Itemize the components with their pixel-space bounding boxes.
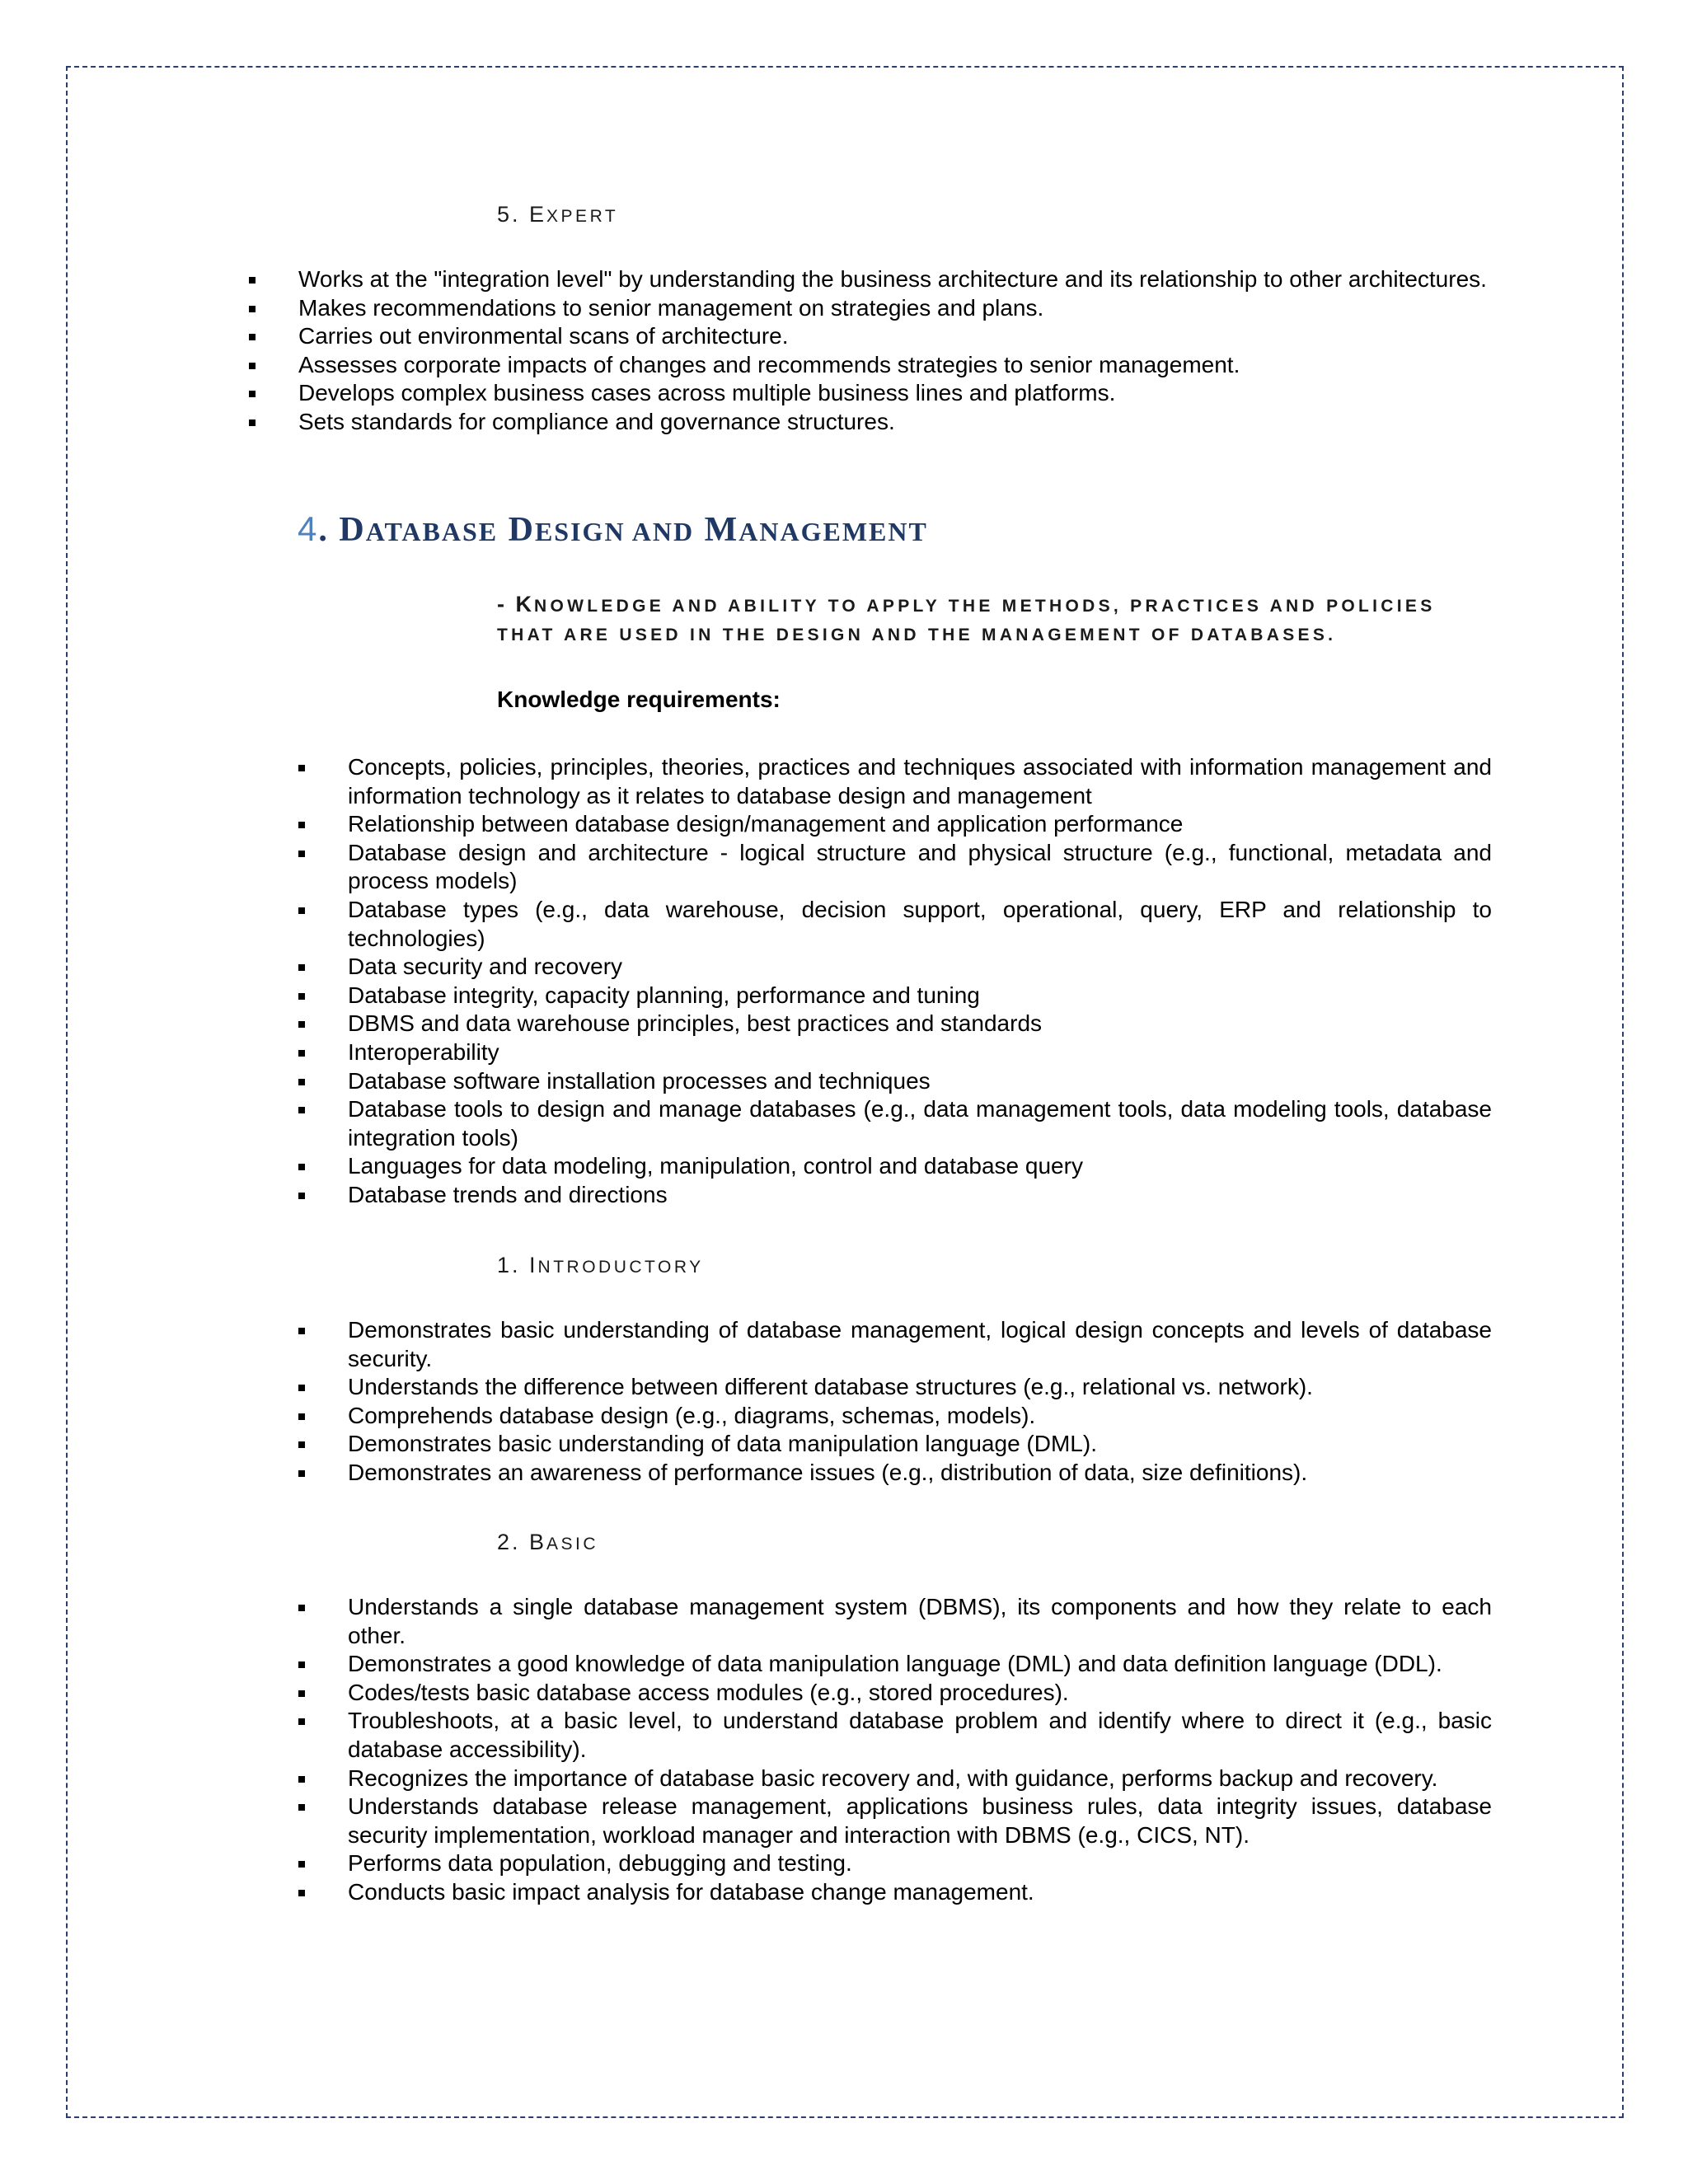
section-title-cap-1: D [339,511,366,549]
list-item-text: Understands the difference between different database structures (e.g., relational vs. network). [348,1374,1313,1400]
list-item-text: Carries out environmental scans of architecture. [298,323,789,349]
square-bullet-icon [298,907,305,914]
list-item [298,1679,1492,1708]
section-number: 4 [298,509,319,548]
square-bullet-icon [249,306,256,312]
square-bullet-icon [298,1079,305,1085]
list-item [298,839,1492,896]
list-item [298,1593,1492,1650]
section-title-cap-3: M [704,511,739,549]
list-item [298,1402,1492,1431]
list-item [249,379,1492,408]
list-item-text: Performs data population, debugging and testing. [348,1850,852,1877]
basic-heading-number: 2. [497,1530,530,1554]
square-bullet-icon [298,1164,305,1170]
square-bullet-icon [298,1385,305,1391]
list-item [249,294,1492,323]
list-item-text: Assesses corporate impacts of changes and recommends strategies to senior management. [298,351,1240,377]
list-item [298,1793,1492,1849]
square-bullet-icon [298,1107,305,1113]
list-item-text: Database tools to design and manage databases (e.g., data management tools, data modeling tools, database integration tools) [348,1096,1492,1151]
list-item-text: Database types (e.g., data warehouse, decision support, operational, query, ERP and relationship to technologies) [348,896,1492,951]
square-bullet-icon [298,964,305,971]
square-bullet-icon [298,851,305,857]
list-item [298,1459,1492,1488]
list-item-text: Troubleshoots, at a basic level, to understand database problem and identify where to direct it (e.g., basic database accessibility). [348,1708,1492,1762]
expert-heading-rest: XPERT [546,207,619,226]
list-item [298,1095,1492,1152]
square-bullet-icon [298,1661,305,1668]
list-item-text: Makes recommendations to senior management on strategies and plans. [298,294,1044,321]
square-bullet-icon [298,822,305,828]
list-item [298,1878,1492,1907]
square-bullet-icon [298,1605,305,1611]
section-title-cap-2: D [508,511,535,549]
square-bullet-icon [298,1328,305,1334]
list-item [298,1038,1492,1067]
list-item-text: Conducts basic impact analysis for database change management. [348,1878,1034,1905]
list-item-text: Relationship between database design/management and application performance [348,811,1184,837]
list-item [298,1373,1492,1402]
list-item-text: Database trends and directions [348,1181,668,1207]
square-bullet-icon [298,1441,305,1448]
list-item [249,322,1492,351]
list-item-text: Database integrity, capacity planning, performance and tuning [348,982,980,1008]
introductory-level-heading [497,1251,704,1282]
expert-heading-initial: E [529,202,547,227]
square-bullet-icon [298,1021,305,1028]
list-item [298,953,1492,982]
list-item [298,1765,1492,1793]
list-item-text: Demonstrates a good knowledge of data manipulation language (DML) and data definition language (DDL). [348,1651,1442,1677]
list-item-text: Sets standards for compliance and governance structures. [298,408,895,434]
introductory-heading-initial: I [529,1253,538,1277]
section-title-rest-3: ANAGEMENT [738,517,928,546]
square-bullet-icon [298,1890,305,1896]
list-item [298,1181,1492,1210]
list-item-text: Demonstrates an awareness of performance issues (e.g., distribution of data, size definitions). [348,1459,1308,1485]
list-item-text: Works at the "integration level" by understanding the business architecture and its relationship to other architectures. [298,266,1487,292]
list-item [249,408,1492,437]
list-item [298,810,1492,839]
section-subtitle [497,590,1494,649]
list-item-text: Understands database release management, applications business rules, data integrity issues, database security implementation, workload manager and interaction with DBMS (e.g., CICS, NT). [348,1793,1492,1848]
list-item [298,896,1492,953]
list-item [298,1707,1492,1764]
square-bullet-icon [249,363,256,369]
list-item-text: DBMS and data warehouse principles, best practices and standards [348,1010,1043,1037]
list-item-text: Comprehends database design (e.g., diagrams, schemas, models). [348,1402,1036,1428]
list-item [298,753,1492,810]
list-item-text: Demonstrates basic understanding of data manipulation language (DML). [348,1431,1097,1457]
section-dot: . [318,511,329,549]
square-bullet-icon [298,1470,305,1477]
square-bullet-icon [298,1776,305,1783]
square-bullet-icon [249,419,256,426]
list-item-text: Languages for data modeling, manipulation, control and database query [348,1153,1083,1179]
square-bullet-icon [298,1804,305,1811]
list-item [298,1067,1492,1096]
introductory-bullet-list [298,1316,1492,1488]
square-bullet-icon [298,1861,305,1868]
list-item [298,1316,1492,1373]
list-item [298,1849,1492,1878]
section-title-rest-2: ESIGN AND [534,517,695,546]
subtitle-text: NOWLEDGE AND ABILITY TO APPLY THE METHODS, PRACTICES AND POLICIES THAT ARE USED IN THE DESIGN AND THE MANAGEMENT OF DATABASES. [497,597,1436,644]
list-item-text: Develops complex business cases across multiple business lines and platforms. [298,380,1116,406]
square-bullet-icon [298,1413,305,1420]
list-item [298,1152,1492,1181]
list-item-text: Recognizes the importance of database basic recovery and, with guidance, performs backup and recovery. [348,1765,1438,1791]
introductory-heading-rest: NTRODUCTORY [537,1258,704,1277]
knowledge-requirements-label: Knowledge requirements: [497,687,781,712]
basic-level-heading [497,1528,598,1558]
list-item-text: Codes/tests basic database access modules (e.g., stored procedures). [348,1679,1069,1705]
square-bullet-icon [249,277,256,284]
list-item [298,982,1492,1010]
expert-level-heading [497,200,618,231]
square-bullet-icon [298,1718,305,1725]
list-item-text: Database software installation processes and techniques [348,1067,931,1094]
expert-heading-number: 5. [497,202,530,227]
basic-heading-rest: ASIC [546,1535,599,1554]
list-item [298,1650,1492,1679]
square-bullet-icon [249,334,256,340]
list-item-text: Data security and recovery [348,954,623,980]
list-item-text: Database design and architecture - logical structure and physical structure (e.g., functional, metadata and process models) [348,839,1492,894]
section-title [298,508,928,553]
list-item [249,265,1492,294]
square-bullet-icon [298,1690,305,1697]
list-item-text: Understands a single database management system (DBMS), its components and how they relate to each other. [348,1594,1492,1648]
section-title-rest-1: ATABASE [365,517,499,546]
list-item [249,351,1492,380]
square-bullet-icon [249,391,256,397]
introductory-heading-number: 1. [497,1253,530,1277]
square-bullet-icon [298,1193,305,1199]
subtitle-lead: - K [497,592,534,616]
expert-bullet-list [249,265,1492,437]
list-item-text: Interoperability [348,1038,499,1065]
list-item-text: Demonstrates basic understanding of database management, logical design concepts and levels of database security. [348,1317,1492,1371]
list-item-text: Concepts, policies, principles, theories, practices and techniques associated with information management and information technology as it relates to database design and management [348,754,1492,808]
knowledge-bullet-list [298,753,1492,1210]
square-bullet-icon [298,1050,305,1057]
square-bullet-icon [298,765,305,771]
list-item [298,1010,1492,1038]
basic-bullet-list [298,1593,1492,1907]
square-bullet-icon [298,993,305,1000]
list-item [298,1430,1492,1459]
basic-heading-initial: B [529,1530,547,1554]
